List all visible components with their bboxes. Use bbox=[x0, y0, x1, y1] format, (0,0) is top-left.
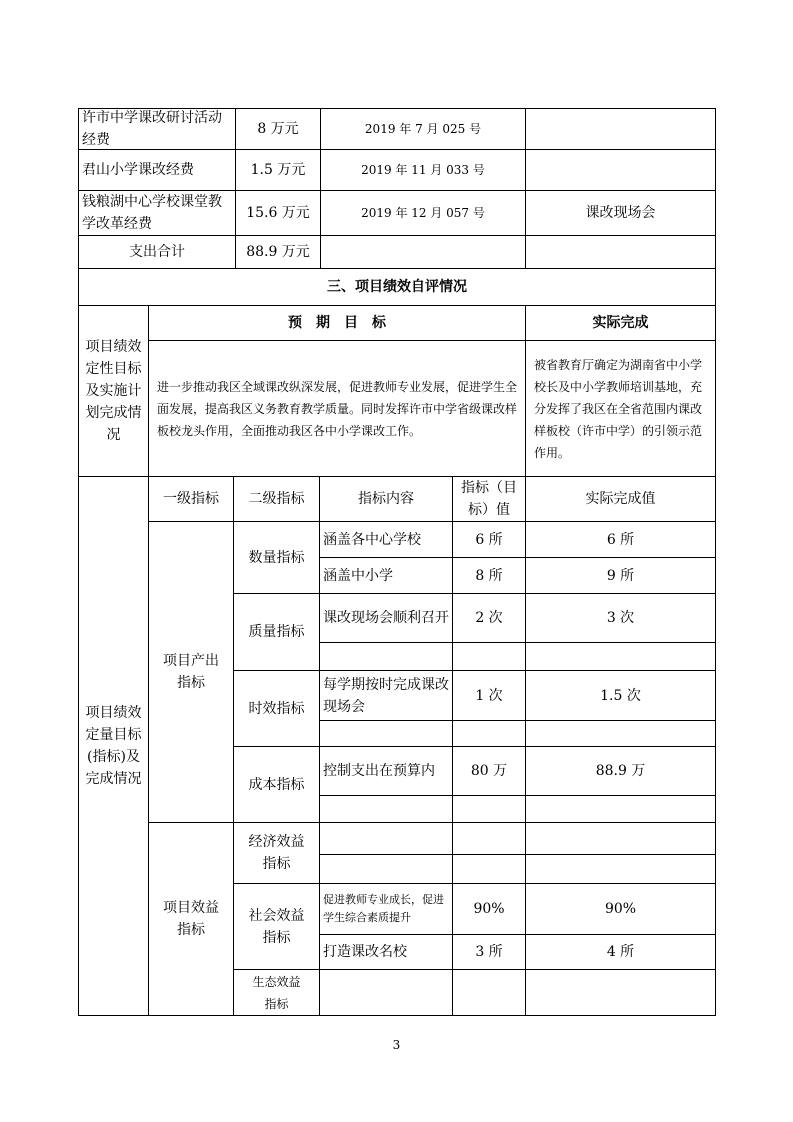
eco-empty-target bbox=[452, 969, 526, 1016]
ql1-actual: 3 次 bbox=[525, 593, 716, 643]
output-indicator-label: 项目产出指标 bbox=[148, 521, 234, 823]
t1-content: 每学期按时完成课改现场会 bbox=[319, 670, 453, 721]
economic-empty-actual-2 bbox=[525, 854, 716, 884]
timeliness-empty-target bbox=[452, 720, 526, 747]
budget-remark-3: 课改现场会 bbox=[525, 190, 716, 236]
header-level2: 二级指标 bbox=[233, 476, 320, 522]
q1-target: 6 所 bbox=[452, 521, 526, 558]
total-label: 支出合计 bbox=[78, 235, 236, 269]
s2-target: 3 所 bbox=[452, 934, 526, 970]
total-doc-empty bbox=[320, 235, 526, 269]
s2-content: 打造课改名校 bbox=[319, 934, 453, 970]
economic-empty-target-2 bbox=[452, 854, 526, 884]
quantitative-row-label: 项目绩效定量目标(指标)及完成情况 bbox=[78, 476, 149, 1016]
timeliness-indicator-label: 时效指标 bbox=[233, 670, 320, 747]
section-title: 三、项目绩效自评情况 bbox=[78, 268, 716, 306]
eco-empty-actual bbox=[525, 969, 716, 1016]
s1-actual: 90% bbox=[525, 883, 716, 935]
s1-target: 90% bbox=[452, 883, 526, 935]
actual-completion-text: 被省教育厅确定为湖南省中小学校长及中小学教师培训基地，充分发挥了我区在全省范围内课改样板校（许市中学）的引领示范作用。 bbox=[525, 340, 716, 477]
budget-amount-1: 8 万元 bbox=[235, 108, 321, 150]
quality-indicator-label: 质量指标 bbox=[233, 593, 320, 671]
header-target: 指标（目标）值 bbox=[452, 476, 526, 522]
q1-actual: 6 所 bbox=[525, 521, 716, 558]
q2-target: 8 所 bbox=[452, 557, 526, 594]
header-level1: 一级指标 bbox=[148, 476, 234, 522]
economic-indicator-label: 经济效益指标 bbox=[233, 822, 320, 884]
quality-empty-content bbox=[319, 642, 453, 671]
cost-empty-content bbox=[319, 795, 453, 823]
budget-item-3: 钱粮湖中心学校课堂教学改革经费 bbox=[78, 190, 236, 236]
cost-indicator-label: 成本指标 bbox=[233, 746, 320, 823]
total-remark-empty bbox=[525, 235, 716, 269]
economic-empty-content-1 bbox=[319, 822, 453, 855]
budget-item-1: 许市中学课改研讨活动经费 bbox=[78, 108, 236, 150]
t1-target: 1 次 bbox=[452, 670, 526, 721]
timeliness-empty-content bbox=[319, 720, 453, 747]
budget-remark-1 bbox=[525, 108, 716, 150]
actual-completion-header: 实际完成 bbox=[525, 305, 716, 341]
budget-remark-2 bbox=[525, 149, 716, 191]
eco-empty-content bbox=[319, 969, 453, 1016]
economic-empty-content-2 bbox=[319, 854, 453, 884]
budget-amount-3: 15.6 万元 bbox=[235, 190, 321, 236]
expected-goal-text: 进一步推动我区全域课改纵深发展，促进教师专业发展，促进学生全面发展，提高我区义务教育教学质量。同时发挥许市中学省级课改样板校龙头作用，全面推动我区各中小学课改工作。 bbox=[148, 340, 526, 477]
q2-actual: 9 所 bbox=[525, 557, 716, 594]
total-amount: 88.9 万元 bbox=[235, 235, 321, 269]
benefit-indicator-label: 项目效益指标 bbox=[148, 822, 234, 1016]
qualitative-row-label: 项目绩效定性目标及实施计划完成情况 bbox=[78, 305, 149, 477]
c1-target: 80 万 bbox=[452, 746, 526, 796]
budget-amount-2: 1.5 万元 bbox=[235, 149, 321, 191]
q1-content: 涵盖各中心学校 bbox=[319, 521, 453, 558]
q2-content: 涵盖中小学 bbox=[319, 557, 453, 594]
ql1-target: 2 次 bbox=[452, 593, 526, 643]
c1-actual: 88.9 万 bbox=[525, 746, 716, 796]
ql1-content: 课改现场会顺利召开 bbox=[319, 593, 453, 643]
quality-empty-target bbox=[452, 642, 526, 671]
budget-doc-3: 2019 年 12 月 057 号 bbox=[320, 190, 526, 236]
quality-empty-actual bbox=[525, 642, 716, 671]
cost-empty-target bbox=[452, 795, 526, 823]
eco-indicator-label: 生态效益指标 bbox=[233, 969, 320, 1016]
page-number: 3 bbox=[392, 1038, 401, 1052]
s1-content: 促进教师专业成长，促进学生综合素质提升 bbox=[319, 883, 453, 935]
budget-doc-2: 2019 年 11 月 033 号 bbox=[320, 149, 526, 191]
expected-goal-header: 预 期 目 标 bbox=[148, 305, 526, 341]
budget-item-2: 君山小学课改经费 bbox=[78, 149, 236, 191]
header-actual: 实际完成值 bbox=[525, 476, 716, 522]
timeliness-empty-actual bbox=[525, 720, 716, 747]
budget-doc-1: 2019 年 7 月 025 号 bbox=[320, 108, 526, 150]
quantity-indicator-label: 数量指标 bbox=[233, 521, 320, 594]
economic-empty-actual-1 bbox=[525, 822, 716, 855]
cost-empty-actual bbox=[525, 795, 716, 823]
social-indicator-label: 社会效益指标 bbox=[233, 883, 320, 970]
economic-empty-target-1 bbox=[452, 822, 526, 855]
s2-actual: 4 所 bbox=[525, 934, 716, 970]
t1-actual: 1.5 次 bbox=[525, 670, 716, 721]
c1-content: 控制支出在预算内 bbox=[319, 746, 453, 796]
header-content: 指标内容 bbox=[319, 476, 453, 522]
